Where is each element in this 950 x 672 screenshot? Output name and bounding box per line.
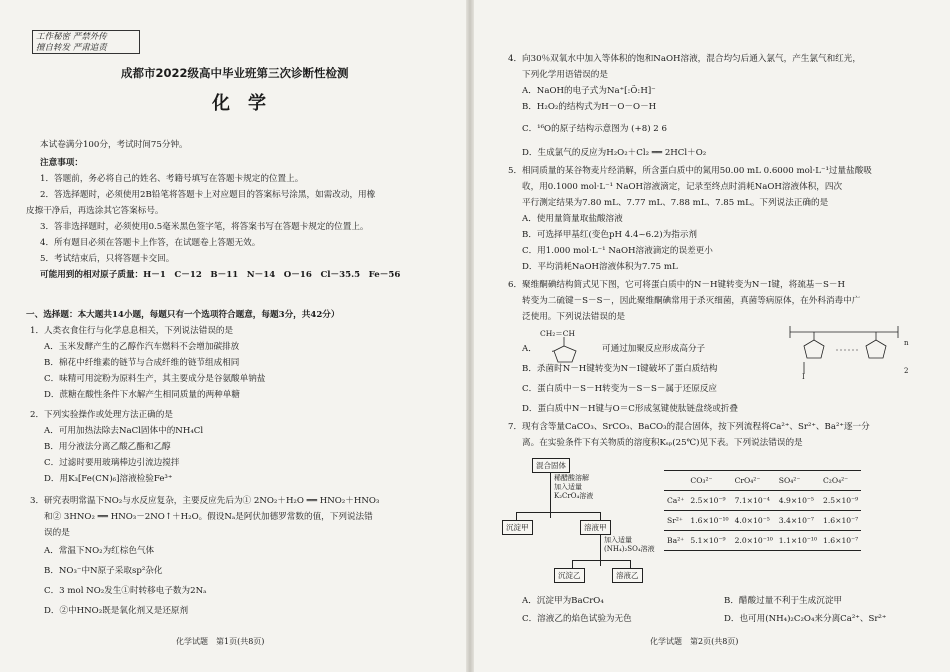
q4-option-d: D．生成氯气的反应为H₂O₂＋Cl₂ ══ 2HCl＋O₂: [522, 148, 707, 158]
q6-line-2: 转变为二硫键－S－S－，因此聚维酮碘常用于杀灭细菌，真菌等病原体，在外科消毒中广: [522, 296, 861, 306]
q1-option-d: D．蔗糖在酸性条件下水解产生相同质量的两种单糖: [44, 390, 240, 400]
table-cell: 2.0×10⁻¹⁰: [732, 531, 776, 551]
stamp-line-1: 工作秘密 严禁外传: [36, 32, 107, 42]
note-1: 1．答题前，务必将自己的姓名、考籍号填写在答题卡规定的位置上。: [40, 174, 304, 184]
flow-branch-2-right: [630, 560, 631, 568]
q3-line-3: 误的是: [44, 528, 70, 538]
q5-line-1: 5．相同质量的某谷物麦片经消解，所含蛋白质中的氮用50.00 mL 0.6000 mol·L⁻¹过量盐酸吸: [508, 166, 872, 176]
q3-option-d: D．②中HNO₂既是氧化剂又是还原剂: [44, 606, 189, 616]
q4-option-a: A．NaOH的电子式为Na⁺[:Ö:H]⁻: [522, 86, 656, 96]
flow-sol-2: 溶液乙: [612, 568, 643, 583]
flow-start: 混合固体: [532, 458, 570, 473]
table-cell: 2.5×10⁻⁹: [820, 491, 861, 511]
q5-option-a: A．使用量筒量取盐酸溶液: [522, 214, 623, 224]
q2-option-d: D．用K₃[Fe(CN)₆]溶液检验Fe³⁺: [44, 474, 173, 484]
q1-option-a: A．玉米发酵产生的乙醇作汽车燃料不会增加碳排放: [44, 342, 240, 352]
note-5: 5．考试结束后，只将答题卡交回。: [40, 254, 175, 264]
table-cell: 1.6×10⁻¹⁰: [687, 511, 731, 531]
q2-option-a: A．可用加热法除去NaCl固体中的NH₄Cl: [44, 426, 204, 436]
q4-line-2: 下列化学用语错误的是: [522, 70, 608, 80]
q6-polymer-i: I: [802, 373, 805, 381]
q1-option-b: B．棉花中纤维素的链节与合成纤维的链节组成相同: [44, 358, 240, 368]
table-row: [664, 491, 861, 511]
q1-stem: 1．人类衣食住行与化学息息相关，下列说法错误的是: [30, 326, 234, 336]
q3-option-a: A．常温下NO₂为红棕色气体: [44, 546, 155, 556]
q5-option-c: C．用1.000 mol·L⁻¹ NaOH溶液滴定的误差更小: [522, 246, 713, 256]
table-cell: 1.6×10⁻⁷: [820, 511, 861, 531]
q6-polymer-n: n: [904, 339, 909, 347]
table-header-row: [664, 471, 861, 491]
q3-line-2: 和② 3HNO₂ ══ HNO₃－2NO↑＋H₂O。假设Nₐ是阿伏加德罗常数的值，下列说法错: [44, 512, 373, 522]
q5-option-b: B．可选择甲基红(变色pH 4.4~6.2)为指示剂: [522, 230, 698, 240]
q6-polymer-2: 2: [904, 367, 909, 375]
table-cell: 4.9×10⁻⁵: [776, 491, 820, 511]
table-cell: 4.0×10⁻⁵: [732, 511, 776, 531]
q2-option-c: C．过滤时要用玻璃棒边引流边搅拌: [44, 458, 180, 468]
table-row: [664, 531, 861, 551]
table-cell: Ca²⁺: [664, 491, 687, 511]
table-header-cell: CO₃²⁻: [687, 471, 731, 491]
q6-option-c: C．蛋白质中－S－H转变为－S－S－属于还原反应: [522, 384, 718, 394]
q7-option-a: A．沉淀甲为BaCrO₄: [522, 596, 604, 606]
q5-line-3: 平行测定结果为7.80 mL、7.77 mL、7.88 mL、7.85 mL。下列说法正确的是: [522, 198, 829, 208]
q4-line-1: 4．向30％双氧水中加入等体积的饱和NaOH溶液，混合均匀后通入氯气，产生氯气和红光，: [508, 54, 861, 64]
table-cell: Ba²⁺: [664, 531, 687, 551]
note-2: 2．答选择题时，必须使用2B铅笔将答题卡上对应题目的答案标号涂黑，如需改动，用橡: [40, 190, 376, 200]
table-cell: 1.6×10⁻⁷: [820, 531, 861, 551]
q4-option-b: B．H₂O₂的结构式为H－O－O－H: [522, 102, 657, 112]
q2-stem: 2．下列实验操作或处理方法正确的是: [30, 410, 173, 420]
subject-title: 化学: [212, 93, 284, 114]
q7-option-b: B．醋酸过量不利于生成沉淀甲: [724, 596, 843, 606]
q3-option-b: B．NO₃⁻中N原子采取sp²杂化: [44, 566, 163, 576]
flow-branch-2-left: [572, 560, 573, 568]
q5-option-d: D．平均消耗NaOH溶液体积为7.75 mL: [522, 262, 678, 272]
flow-step-4: 加入适量: [604, 536, 632, 544]
q6-monomer-label: CH₂＝CH: [540, 329, 576, 338]
flow-branch-1: [516, 512, 600, 513]
q3-option-c: C．3 mol NO₂发生①时转移电子数为2Nₐ: [44, 586, 207, 596]
exam-title: 成都市2022级高中毕业班第三次诊断性检测: [121, 66, 349, 80]
flow-step-3: K₂CrO₄溶液: [554, 492, 594, 500]
q7-line-1: 7．现有含等量CaCO₃、SrCO₃、BaCO₃的混合固体，按下列流程将Ca²⁺、Sr²⁺、Ba²⁺逐一分: [508, 422, 870, 432]
q2-option-b: B．用分液法分离乙酸乙酯和乙醇: [44, 442, 171, 452]
q6-monomer-structure: [552, 334, 602, 364]
confidential-stamp: [32, 30, 140, 54]
table-cell: Sr²⁺: [664, 511, 687, 531]
page-fold: [466, 0, 474, 672]
table-cell: 1.1×10⁻¹⁰: [776, 531, 820, 551]
flow-ppt-2: 沉淀乙: [554, 568, 585, 583]
q6-option-b: B．杀菌时N－H键转变为N－I键破坏了蛋白质结构: [522, 364, 718, 374]
q6-line-1: 6．聚维酮碘结构简式见下图，它可将蛋白质中的N－H键转变为N－I键，将巯基－S－H: [508, 280, 845, 290]
flow-branch-1-right: [600, 512, 601, 520]
flow-branch-1-left: [516, 512, 517, 520]
flow-ppt-1: 沉淀甲: [502, 520, 533, 535]
section-1-header: 一、选择题：本大题共14小题，每题只有一个选项符合题意，每题3分，共42分）: [26, 310, 340, 320]
table-header-cell: C₂O₄²⁻: [820, 471, 861, 491]
flow-step-5: (NH₄)₂SO₄溶液: [604, 545, 655, 553]
table-header-cell: [664, 471, 687, 491]
note-4: 4．所有题目必须在答题卡上作答，在试题卷上答题无效。: [40, 238, 261, 248]
ksp-table: [664, 470, 861, 551]
flow-line-2: [600, 534, 601, 566]
table-cell: 7.1×10⁻⁴: [732, 491, 776, 511]
q6-option-a-text: 可通过加聚反应形成高分子: [602, 344, 706, 354]
stamp-line-2: 擅自转发 严肃追责: [36, 43, 107, 53]
q5-line-2: 收，用0.1000 mol·L⁻¹ NaOH溶液滴定，记录至终点时消耗NaOH溶液体积，四次: [522, 182, 843, 192]
flow-sol-1: 溶液甲: [580, 520, 611, 535]
table-cell: 3.4×10⁻⁷: [776, 511, 820, 531]
left-page: [26, 0, 446, 672]
q6-line-3: 泛使用。下列说法错误的是: [522, 312, 626, 322]
q7-option-d: D．也可用(NH₄)₂C₂O₄来分离Ca²⁺、Sr²⁺: [724, 614, 887, 624]
right-footer: 化学试题 第2页(共8页): [650, 637, 739, 646]
q4-option-c: C．¹⁶O的原子结构示意图为 (+8) 2 6: [522, 124, 667, 134]
note-3: 3．答非选择题时，必须使用0.5毫米黑色签字笔，将答案书写在答题卡规定的位置上。: [40, 222, 369, 232]
flow-step-1: 稀醋酸溶解: [554, 474, 589, 482]
note-2b: 皮擦干净后，再选涂其它答案标号。: [26, 206, 164, 216]
flow-branch-2: [572, 560, 630, 561]
table-row: [664, 511, 861, 531]
right-page: [494, 0, 924, 672]
q6-option-a: A．: [522, 344, 537, 354]
table-header-cell: CrO₄²⁻: [732, 471, 776, 491]
table-header-cell: SO₄²⁻: [776, 471, 820, 491]
q3-line-1: 3．研究表明常温下NO₂与水反应复杂，主要反应先后为① 2NO₂＋H₂O ══ HNO₂＋HNO₃: [30, 496, 380, 506]
q7-line-2: 离。在实验条件下有关物质的溶度积Kₛₚ(25℃)见下表。下列说法错误的是: [522, 438, 803, 448]
left-footer: 化学试题 第1页(共8页): [176, 637, 265, 646]
score-info: 本试卷满分100分，考试时间75分钟。: [40, 140, 188, 150]
table-cell: 2.5×10⁻⁹: [687, 491, 731, 511]
q7-option-c: C．溶液乙的焰色试验为无色: [522, 614, 632, 624]
q1-option-c: C．味精可用淀粉为原料生产，其主要成分是谷氨酸单钠盐: [44, 374, 266, 384]
flow-step-2: 加入适量: [554, 483, 582, 491]
q6-option-d: D．蛋白质中N－H键与O＝C形成氢键使肽链盘绕或折叠: [522, 404, 738, 414]
atomic-mass: 可能用到的相对原子质量：H－1 C－12 B－11 N－14 O－16 Cl－35.5 Fe－56: [40, 270, 401, 280]
table-cell: 5.1×10⁻⁹: [687, 531, 731, 551]
notice-title: 注意事项：: [40, 158, 83, 168]
